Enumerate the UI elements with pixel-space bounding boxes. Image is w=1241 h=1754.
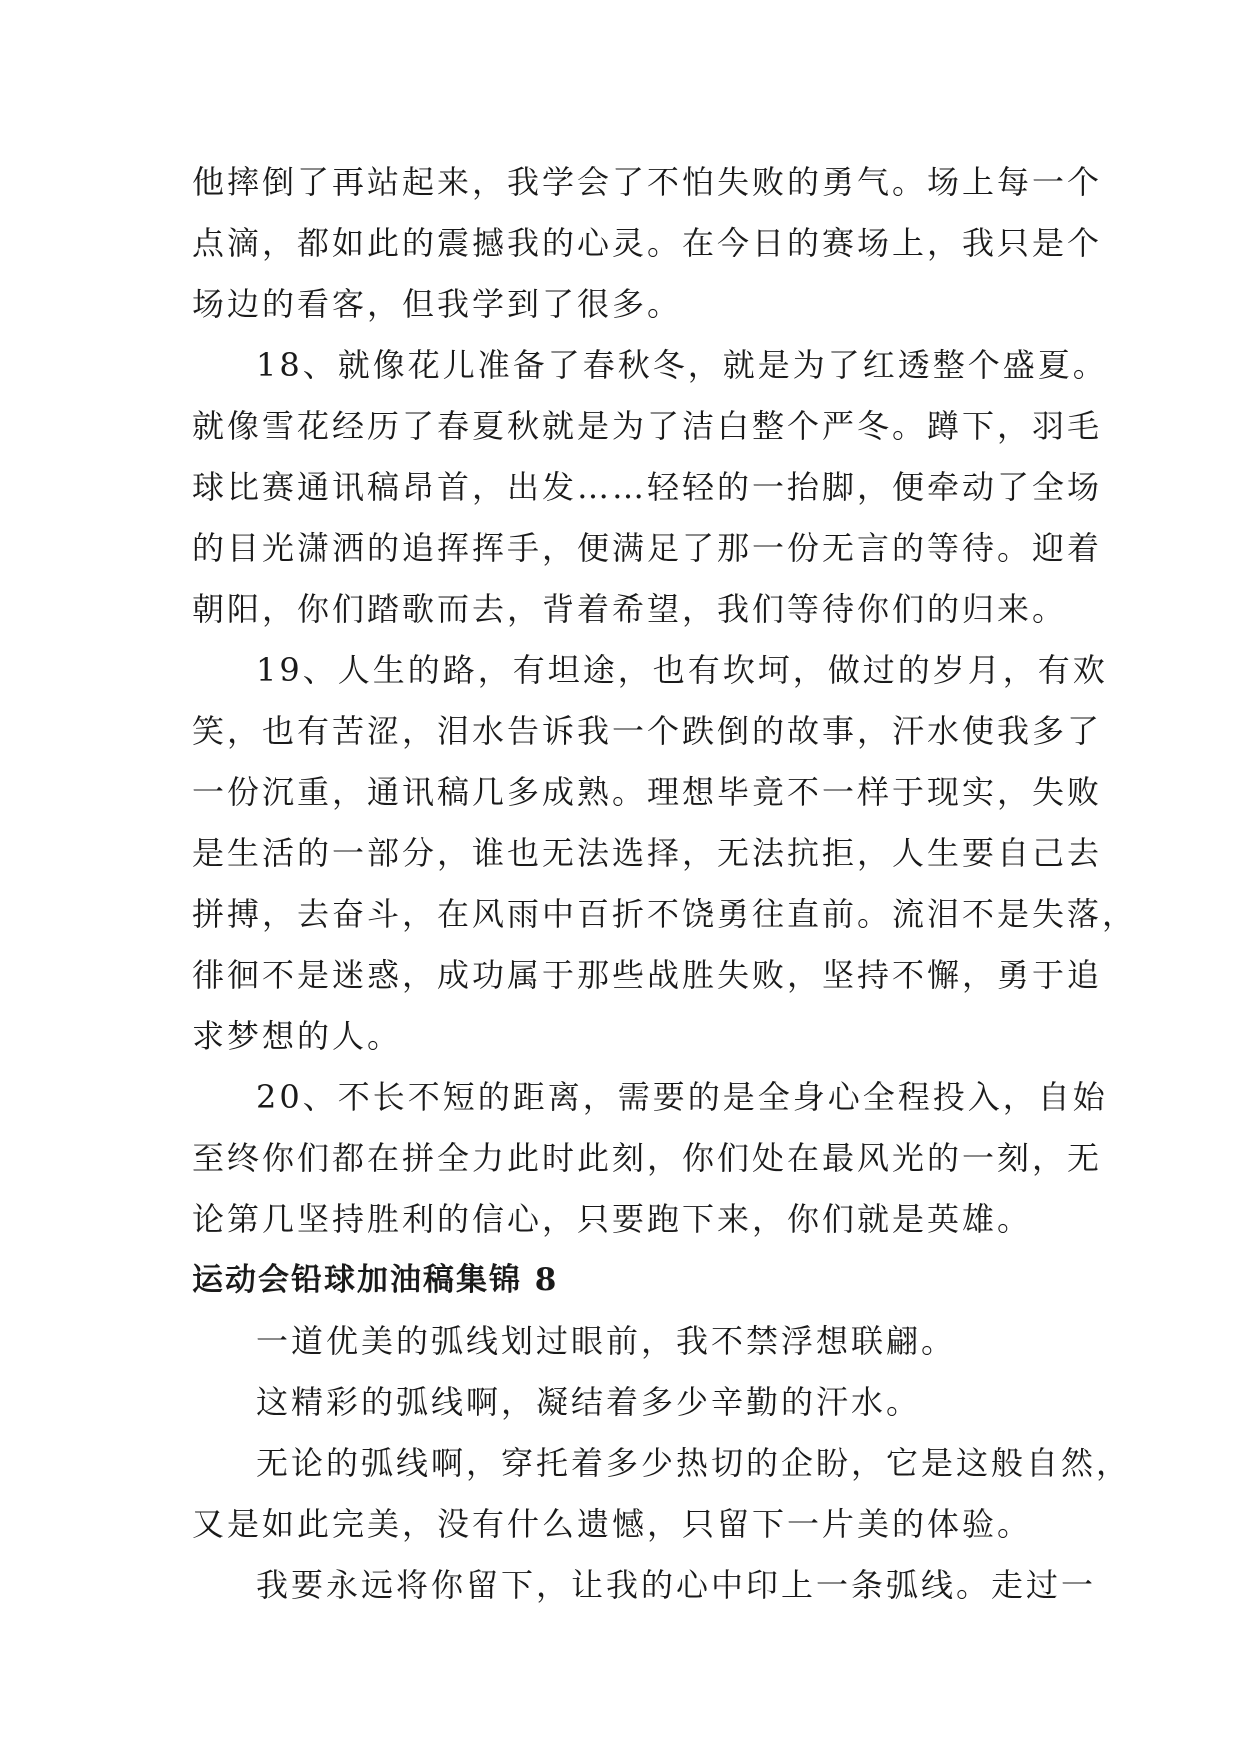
paragraph-20 [192,1067,1108,1250]
paragraph-18 [192,335,1108,640]
section-title: 运动会铅球加油稿集锦 8 [192,1262,559,1298]
section-paragraph-3 [192,1433,1132,1555]
document-body [192,152,1138,1616]
text-line: 是生活的一部分，谁也无法选择，无法抗拒，人生要自己去 [192,834,1103,872]
text-line: 19、人生的路，有坦途，也有坎坷，做过的岁月，有欢 [256,651,1108,689]
text-line: 又是如此完美，没有什么遗憾，只留下一片美的体验。 [192,1505,1033,1543]
paragraph-continued [192,152,1103,335]
text-line: 拼搏，去奋斗，在风雨中百折不饶勇往直前。流泪不是失落， [192,895,1138,933]
text-line: 笑，也有苦涩，泪水告诉我一个跌倒的故事，汗水使我多了 [192,712,1103,750]
text-line: 至终你们都在拼全力此时此刻，你们处在最风光的一刻，无 [192,1139,1103,1177]
text-line: 我要永远将你留下，让我的心中印上一条弧线。走过一 [256,1566,1097,1604]
text-line: 朝阳，你们踏歌而去，背着希望，我们等待你们的归来。 [192,590,1068,628]
text-line: 徘徊不是迷惑，成功属于那些战胜失败，坚持不懈，勇于追 [192,956,1103,994]
text-line: 一道优美的弧线划过眼前，我不禁浮想联翩。 [256,1322,957,1360]
section-paragraph-2 [192,1372,1052,1433]
section-paragraph-1 [192,1311,1052,1372]
text-line: 18、就像花儿准备了春秋冬，就是为了红透整个盛夏。 [256,346,1108,384]
section-paragraph-4 [192,1555,1097,1616]
text-line: 球比赛通讯稿昂首，出发……轻轻的一抬脚，便牵动了全场 [192,468,1103,506]
text-line: 的目光潇洒的追挥挥手，便满足了那一份无言的等待。迎着 [192,529,1103,567]
text-line: 无论的弧线啊，穿托着多少热切的企盼，它是这般自然， [256,1444,1132,1482]
paragraph-19 [192,640,1138,1067]
text-line: 场边的看客，但我学到了很多。 [192,285,683,323]
text-line: 就像雪花经历了春夏秋就是为了洁白整个严冬。蹲下，羽毛 [192,407,1103,445]
text-line: 一份沉重，通讯稿几多成熟。理想毕竟不一样于现实，失败 [192,773,1103,811]
text-line: 这精彩的弧线啊，凝结着多少辛勤的汗水。 [256,1383,922,1421]
text-line: 求梦想的人。 [192,1017,403,1055]
text-line: 点滴，都如此的震撼我的心灵。在今日的赛场上，我只是个 [192,224,1103,262]
text-line: 20、不长不短的距离，需要的是全身心全程投入，自始 [256,1078,1108,1116]
text-line: 他摔倒了再站起来，我学会了不怕失败的勇气。场上每一个 [192,163,1103,201]
text-line: 论第几坚持胜利的信心，只要跑下来，你们就是英雄。 [192,1200,1033,1238]
